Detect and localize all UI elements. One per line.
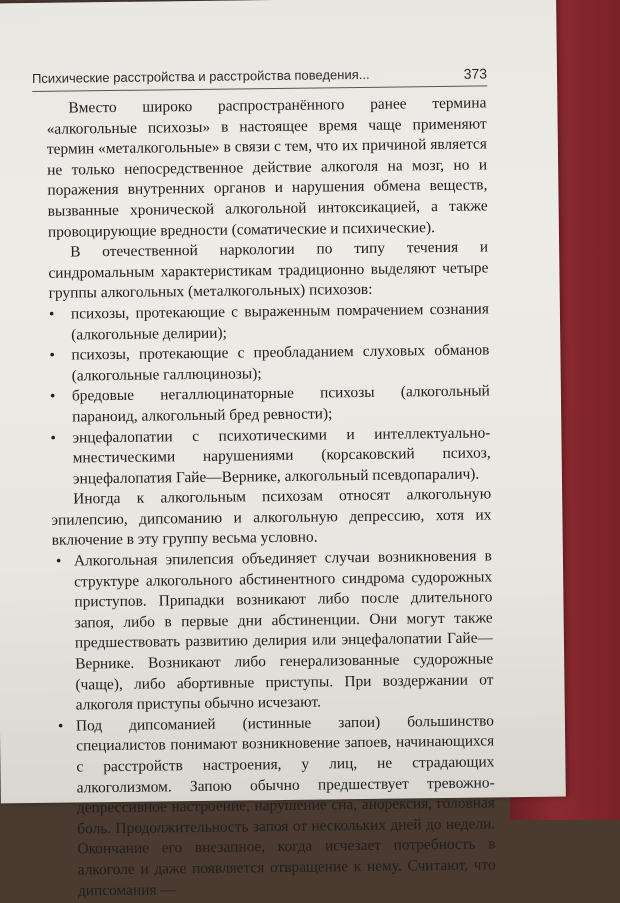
page-body bbox=[46, 93, 496, 901]
bullet: • bbox=[48, 305, 55, 323]
list-item bbox=[50, 382, 490, 429]
list-item-text: психозы, протекающие с преобладанием слуховых обманов (алкогольные галлюцинозы); bbox=[71, 341, 490, 385]
list-item-text: Алкогольная эпилепсия объединяет случаи возникновения в структуре алкогольного абстинентного синдрома судорожных приступов. Припадки возникают либо после длительного запоя, либо в первые дни абстиненции. Они могут также предшествовать развитию делирия или энцефалопатии Гайе—Вернике. Возникают либо генерализованные судорожные (чаще), либо абортивные приступы. При воздержании от алкоголя приступы обычно исчезают. bbox=[73, 547, 494, 714]
page-number: 373 bbox=[463, 65, 488, 82]
bullet: • bbox=[55, 552, 62, 570]
bullet: • bbox=[49, 346, 55, 364]
psychosis-groups-list bbox=[49, 299, 491, 490]
running-header bbox=[32, 63, 487, 92]
list-item-text: Под дипсоманией (истинные запои) большинство специалистов понимают возникновение запоев, начинающихся с расстройств настроения, у лиц, не страдающих алкоголизмом. Запою обычно предшествует тревожно-депрессивное настроение, нарушение сна, анорексия, головная боль. Продолжительность запоя от нескольких дней до недели. Окончание его внезапное, когда исчезает потребность в алкоголе и даже появляется отвращение к нему. Считают, что дипсомания — bbox=[75, 712, 496, 900]
list-item-text: энцефалопатии с психотическими и интеллектуально-мнестическими нарушениями (корсаковский психоз, энцефалопатия Гайе—Вернике, алкогольный псевдопаралич). bbox=[72, 423, 491, 488]
bullet: • bbox=[50, 429, 56, 447]
list-item bbox=[49, 299, 489, 346]
list-item bbox=[50, 423, 491, 490]
list-item bbox=[54, 711, 496, 902]
running-title: Психические расстройства и расстройства поведения... bbox=[31, 66, 370, 86]
bullet: • bbox=[49, 388, 56, 406]
bullet: • bbox=[57, 717, 64, 735]
paragraph-classification: В отечественной наркологии по типу течения и синдромальным характеристикам традиционно выделяют четыре группы алкогольных (металкогольных) психозов: bbox=[48, 238, 489, 303]
list-item bbox=[49, 341, 489, 388]
paragraph-intro: Вместо широко распространённого ранее термина «алкогольные психозы» в настоящее время чаще применяют термин «металкогольные» в связи с тем, что их причиной является не только непосредственное действие алкоголя на мозг, но и поражения внутренних органов и нарушения обмена веществ, вызванные хронической алкогольной интоксикацией, а также провоцирующие вредности (соматические и психические). bbox=[46, 94, 488, 241]
paragraph-other-conditions: Иногда к алкогольным психозам относят алкогольную эпилепсию, дипсоманию и алкогольную депрессию, хотя их включение в эту группу весьма условно. bbox=[51, 485, 492, 550]
list-item-text: бредовые негаллюцинаторные психозы (алкогольный параноид, алкогольный бред ревности); bbox=[71, 382, 490, 426]
other-conditions-list bbox=[52, 546, 496, 901]
list-item bbox=[52, 546, 494, 716]
list-item-text: психозы, протекающие с выраженным помрачением сознания (алкогольные делирии); bbox=[70, 300, 489, 344]
